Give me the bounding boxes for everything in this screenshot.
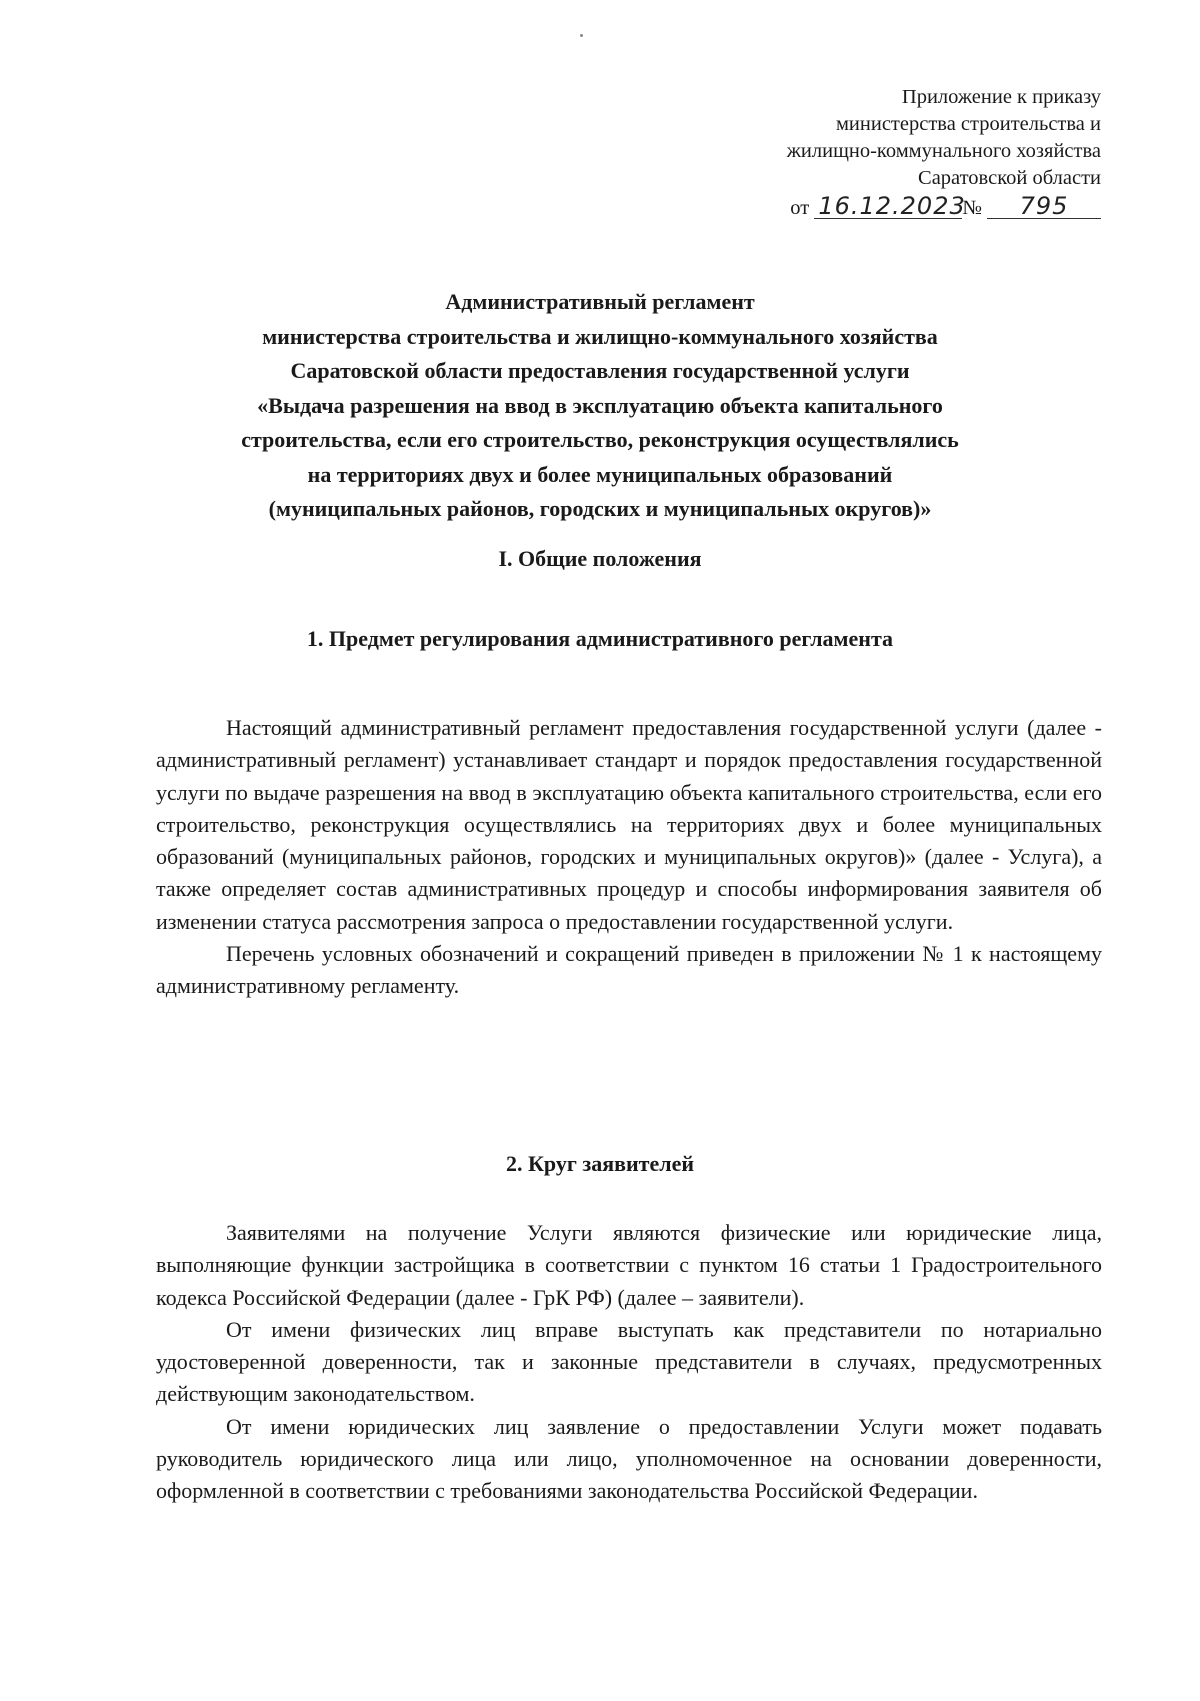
document-title <box>100 285 1100 527</box>
title-line-3: Саратовской области предоставления государственной услуги <box>290 358 910 383</box>
title-line-4: «Выдача разрешения на ввод в эксплуатацию объекта капитального <box>257 392 943 418</box>
annex-block <box>787 84 1101 222</box>
title-line-1: Административный регламент <box>445 289 755 314</box>
date-prefix: от <box>790 197 810 219</box>
subsection-1-body <box>156 712 1102 1003</box>
paragraph: От имени юридических лиц заявление о предоставлении Услуги может подавать руководитель юридического лица или лицо, уполномоченное на основании доверенности, оформленной в соответствии с требованиями законодательства Российской Федерации. <box>156 1413 1102 1504</box>
handwritten-date: 16.12.2023 <box>814 194 962 219</box>
subsection-heading-regulation-subject: 1. Предмет регулирования административного регламента <box>306 626 894 651</box>
paragraph: От имени физических лиц вправе выступать как представители по нотариально удостоверенной доверенности, так и законные представители в случаях, предусмотренных действующим законодательством. <box>156 1316 1102 1407</box>
annex-line-2: министерства строительства и <box>835 113 1101 135</box>
handwritten-order-number: 795 <box>987 194 1101 219</box>
annex-line-3: жилищно-коммунального хозяйства <box>786 140 1101 162</box>
subsection-2-body <box>156 1217 1102 1508</box>
paragraph: Заявителями на получение Услуги являются физические или юридические лица, выполняющие функции застройщика в соответствии с пунктом 16 статьи 1 Градостроительного кодекса Российской Федерации (далее - ГрК РФ) (далее – заявители). <box>156 1220 1102 1310</box>
title-line-6: на территориях двух и более муниципальных образований <box>307 461 893 487</box>
annex-line-1: Приложение к приказу <box>901 86 1101 108</box>
title-line-7: (муниципальных районов, городских и муниципальных округов)» <box>268 496 932 521</box>
scan-artifact <box>580 34 583 37</box>
title-line-2: министерства строительства и жилищно-коммунального хозяйства <box>262 323 938 349</box>
section-heading-general-provisions: I. Общие положения <box>498 546 702 571</box>
title-line-5: строительства, если его строительство, реконструкция осуществлялись <box>241 427 959 452</box>
annex-line-4: Саратовской области <box>918 167 1101 189</box>
number-prefix: № <box>962 197 982 219</box>
paragraph: Перечень условных обозначений и сокращений приведен в приложении № 1 к настоящему административному регламенту. <box>156 941 1102 999</box>
order-date-line <box>787 194 1101 222</box>
paragraph: Настоящий административный регламент предоставления государственной услуги (далее - административный регламент) устанавливает стандарт и порядок предоставления государственной услуги по выдаче разрешения на ввод в эксплуатацию объекта капитального строительства, если его строительство, реконструкция осуществлялись на территориях двух и более муниципальных образований (муниципальных районов, городских и муниципальных округов)» (далее - Услуга), а также определяет состав административных процедур и способы информирования заявителя об изменении статуса рассмотрения запроса о предоставлении государственной услуги. <box>156 715 1102 934</box>
subsection-heading-applicants: 2. Круг заявителей <box>505 1151 695 1176</box>
